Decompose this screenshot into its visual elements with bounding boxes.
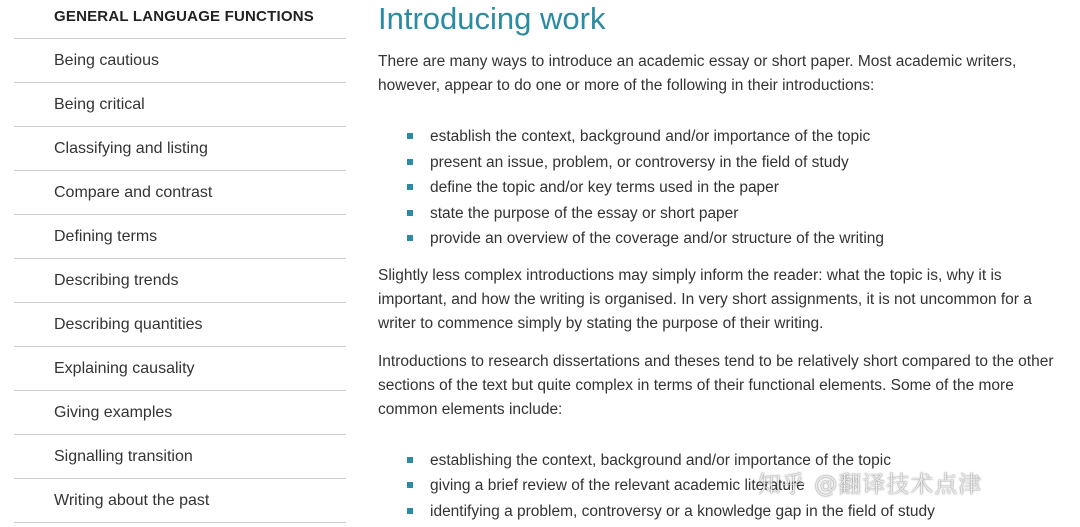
- bullet-list-introduction-functions: [378, 124, 1068, 252]
- sidebar-item-explaining-causality[interactable]: Explaining causality: [14, 347, 346, 391]
- paragraph-simple-introductions: Slightly less complex introductions may simply inform the reader: what the topic is, why it is important, and how the writing is organised. In very short assignments, it is not uncommon for a writer to commence simply by stating the purpose of their writing.: [378, 266, 1032, 332]
- main-content: [378, 0, 1068, 524]
- page-title: Introducing work: [378, 1, 606, 36]
- sidebar-item-compare-and-contrast[interactable]: Compare and contrast: [14, 171, 346, 215]
- sidebar-item-classifying-and-listing[interactable]: Classifying and listing: [14, 127, 346, 171]
- watermark-text: 知乎 @翻译技术点津: [758, 472, 983, 498]
- square-bullet-icon: [407, 159, 413, 165]
- list-item-text: provide an overview of the coverage and/or structure of the writing: [430, 230, 885, 247]
- sidebar-item-being-critical[interactable]: Being critical: [14, 83, 346, 127]
- sidebar-item-giving-examples[interactable]: Giving examples: [14, 391, 346, 435]
- list-item: [378, 473, 1068, 499]
- square-bullet-icon: [407, 210, 413, 216]
- square-bullet-icon: [407, 482, 413, 488]
- bullet-list-common-elements: [378, 448, 1068, 525]
- list-item-text: establish the context, background and/or importance of the topic: [430, 128, 871, 145]
- list-item: [378, 175, 1068, 201]
- intro-paragraph: There are many ways to introduce an academic essay or short paper. Most academic writers, however, appear to do one or more of the following in their introductions:: [378, 53, 1017, 94]
- sidebar-item-defining-terms[interactable]: Defining terms: [14, 215, 346, 259]
- list-item: [378, 226, 1068, 252]
- list-item: [378, 150, 1068, 176]
- list-item: [378, 201, 1068, 227]
- square-bullet-icon: [407, 184, 413, 190]
- list-item-text: define the topic and/or key terms used in the paper: [430, 179, 779, 196]
- square-bullet-icon: [407, 133, 413, 139]
- list-item: [378, 499, 1068, 525]
- paragraph-dissertation-introductions: Introductions to research dissertations and theses tend to be relatively short compared to the other sections of the text but quite complex in terms of their functional elements. Some of the more common elements include:: [378, 352, 1054, 418]
- sidebar-item-being-cautious[interactable]: Being cautious: [14, 39, 346, 83]
- square-bullet-icon: [407, 235, 413, 241]
- sidebar-nav: [14, 0, 346, 523]
- list-item-text: establishing the context, background and/or importance of the topic: [430, 451, 891, 469]
- list-item-text: giving a brief review of the relevant academic literature: [430, 477, 805, 494]
- list-item-text: state the purpose of the essay or short paper: [430, 204, 739, 222]
- sidebar-item-describing-trends[interactable]: Describing trends: [14, 259, 346, 303]
- list-item: [378, 448, 1068, 474]
- sidebar-item-describing-quantities[interactable]: Describing quantities: [14, 303, 346, 347]
- sidebar-item-writing-about-the-past[interactable]: Writing about the past: [14, 479, 346, 523]
- list-item-text: present an issue, problem, or controversy in the field of study: [430, 153, 849, 171]
- square-bullet-icon: [407, 508, 413, 514]
- sidebar-heading: GENERAL LANGUAGE FUNCTIONS: [14, 0, 346, 39]
- list-item-text: identifying a problem, controversy or a knowledge gap in the field of study: [430, 502, 935, 520]
- square-bullet-icon: [407, 457, 413, 463]
- list-item: [378, 124, 1068, 150]
- sidebar-item-signalling-transition[interactable]: Signalling transition: [14, 435, 346, 479]
